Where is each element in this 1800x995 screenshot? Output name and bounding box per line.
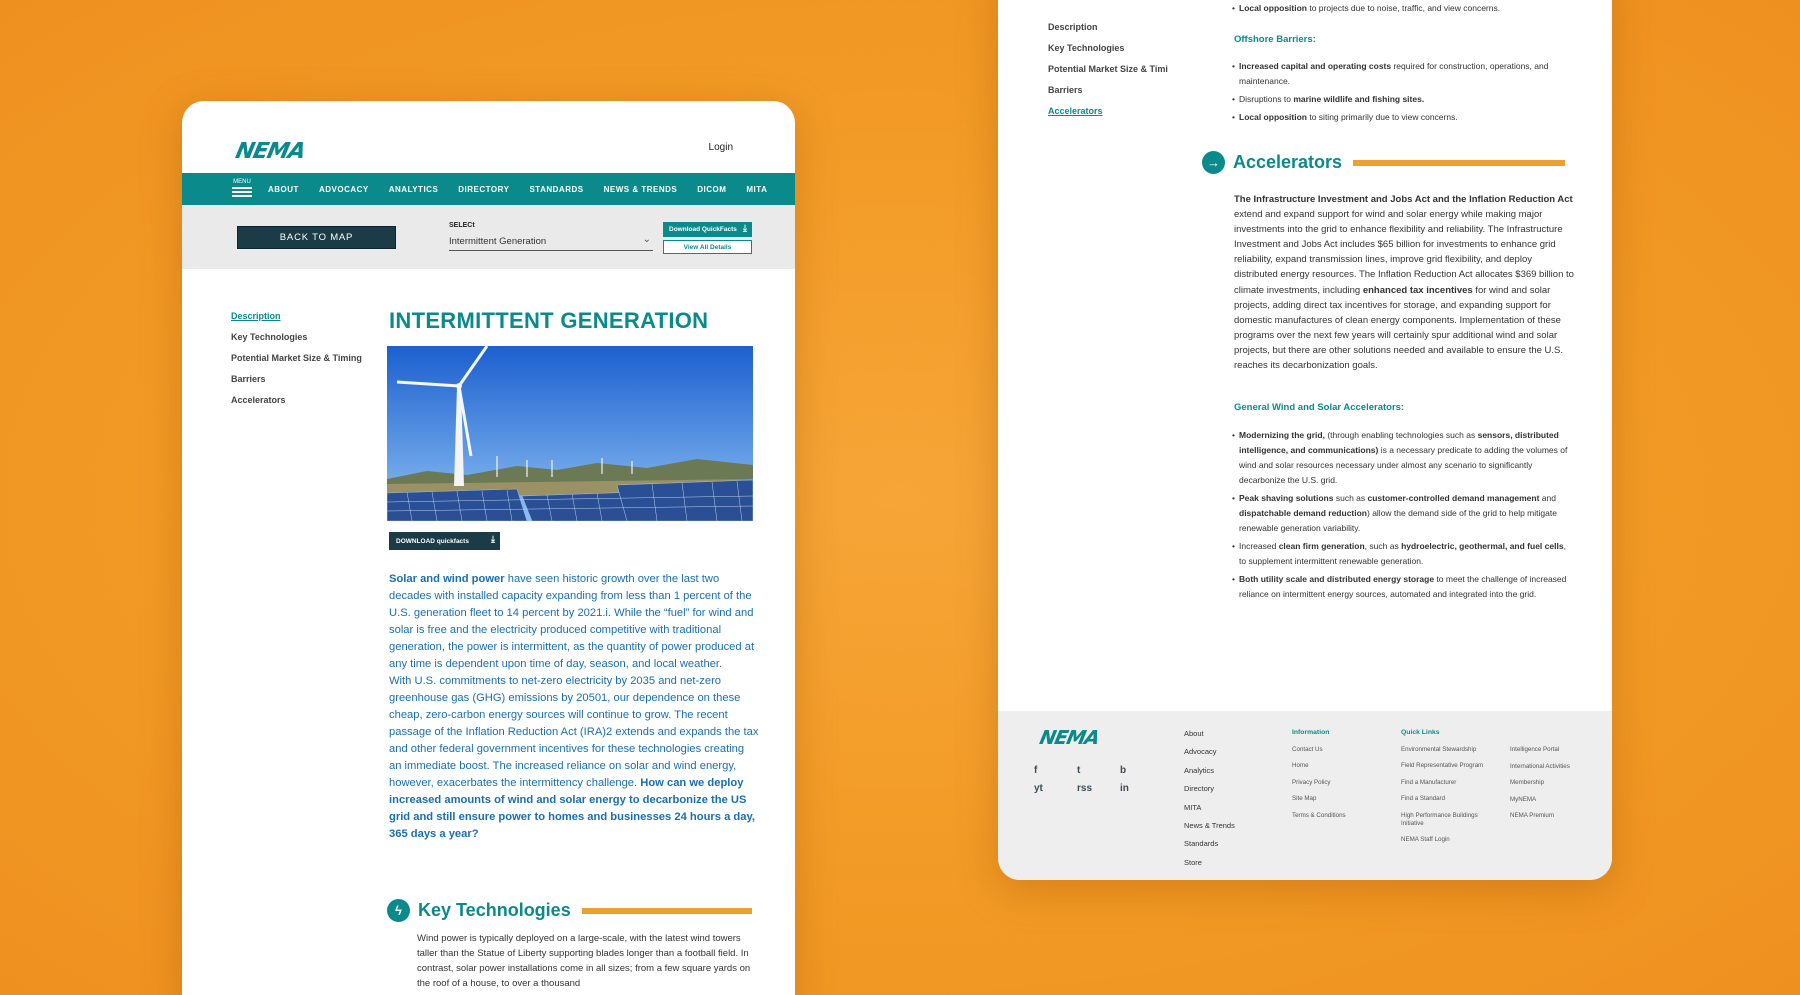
menu-icon[interactable] xyxy=(232,179,252,199)
sidebar-item-barriers[interactable]: Barriers xyxy=(231,374,266,384)
social-links xyxy=(1034,765,1163,794)
sidebar-item-key-technologies[interactable]: Key Technologies xyxy=(1048,43,1125,53)
footer-link[interactable]: Analytics xyxy=(1184,765,1215,775)
nav-directory[interactable]: DIRECTORY xyxy=(458,184,510,194)
footer-main-links xyxy=(1184,725,1235,872)
list-item: • Peak shaving solutions such as customer-controlled demand management and dispatchable demand reduction) allow the demand side of the grid to help mitigate renewable generation variability. xyxy=(1232,491,1572,536)
section-divider xyxy=(1353,160,1565,166)
key-question: How can we deploy increased amounts of wind and solar energy to decarbonize the US grid and still ensure power to homes and businesses 24 hours a day, 365 days a year? xyxy=(389,777,755,840)
footer-link[interactable]: Terms & Conditions xyxy=(1292,811,1346,819)
left-page-mockup xyxy=(182,101,795,995)
list-item: • Local opposition to siting primarily due to view concerns. xyxy=(1232,110,1572,125)
nav-advocacy[interactable]: ADVOCACY xyxy=(318,184,369,194)
nav-dicom[interactable]: DICOM xyxy=(697,184,727,194)
sidebar-item-accelerators[interactable]: Accelerators xyxy=(1048,106,1103,116)
list-item: • Increased capital and operating costs required for construction, operations, and maintenance. xyxy=(1232,59,1572,89)
key-technologies-title: Key Technologies xyxy=(418,900,571,920)
site-header xyxy=(182,101,795,173)
general-accelerators-title: General Wind and Solar Accelerators: xyxy=(1234,402,1405,413)
offshore-barriers-list xyxy=(1232,59,1572,128)
accelerators-title: Accelerators xyxy=(1233,152,1343,172)
paragraph-2: With U.S. commitments to net-zero electricity by 2035 and net-zero greenhouse gas (GHG) emissions by 20501, our dependence on these cheap, zero-carbon energy sources will continue to grow. The recent passage of the Inflation Reduction Act (IRA)2 extends and expands the tax and other federal government incentives for these technologies creating an immediate boost. The increased reliance on solar and wind energy, however, exacerbates the intermittency challenge. xyxy=(389,675,759,789)
footer-link[interactable]: Site Map xyxy=(1292,795,1317,803)
sidebar-item-barriers[interactable]: Barriers xyxy=(1048,85,1083,95)
right-page-mockup xyxy=(998,0,1612,880)
footer-link[interactable]: Find a Standard xyxy=(1401,795,1446,803)
hero-image xyxy=(387,346,753,521)
twitter-icon[interactable]: t xyxy=(1077,765,1081,776)
footer-link[interactable]: NEMA Premium xyxy=(1510,812,1555,820)
footer-quick-links xyxy=(1401,725,1501,849)
footer-link[interactable]: MyNEMA xyxy=(1510,795,1537,803)
footer-link[interactable]: Contact Us xyxy=(1292,745,1323,753)
footer-information xyxy=(1292,725,1346,825)
main-nav xyxy=(182,173,795,205)
chevron-down-icon: ⌄ xyxy=(642,234,651,245)
select-value: Intermittent Generation xyxy=(449,236,547,247)
topic-select[interactable] xyxy=(449,236,653,251)
sidebar-item-accelerators[interactable]: Accelerators xyxy=(231,395,286,405)
page-title: INTERMITTENT GENERATION xyxy=(389,308,709,333)
footer-heading: Information xyxy=(1292,729,1330,736)
description-text xyxy=(389,571,759,843)
section-divider xyxy=(582,908,752,914)
footer-link[interactable]: Standards xyxy=(1184,839,1219,849)
list-item: • Local opposition to projects due to noise, traffic, and view concerns. xyxy=(1232,1,1572,16)
download-quickfacts-button-2[interactable] xyxy=(389,532,500,550)
footer-link[interactable]: Environmental Stewardship xyxy=(1401,745,1477,753)
list-item: • Both utility scale and distributed energy storage to meet the challenge of increased reliance on intermittent energy sources, automated and integrated into the grid. xyxy=(1232,572,1572,602)
footer-link[interactable]: High Performance Buildings Initiative xyxy=(1401,811,1478,827)
rss-icon[interactable]: rss xyxy=(1077,783,1093,794)
section-sidebar xyxy=(231,311,362,416)
login-link[interactable]: Login xyxy=(708,142,733,153)
footer-link[interactable]: Find a Manufacturer xyxy=(1401,778,1457,786)
list-item: • Modernizing the grid, (through enabling technologies such as sensors, distributed intelligence, and communications) is a necessary predicate to adding the volumes of wind and solar resources necessary under almost any scenario to significantly decarbonize the U.S. grid. xyxy=(1232,428,1572,488)
accelerators-heading xyxy=(1202,151,1565,174)
tool-bar xyxy=(182,205,795,269)
back-to-map-button[interactable]: BACK TO MAP xyxy=(237,226,396,249)
nav-analytics[interactable]: ANALYTICS xyxy=(388,184,439,194)
download-quickfacts-label: Download QuickFacts xyxy=(669,226,737,233)
nav-mita[interactable]: MITA xyxy=(746,184,768,194)
footer-link[interactable]: Store xyxy=(1184,857,1202,867)
list-item: • Disruptions to marine wildlife and fishing sites. xyxy=(1232,92,1572,107)
general-accelerators-list xyxy=(1232,428,1572,605)
footer-quick-links-2 xyxy=(1510,742,1570,825)
footer-nema-logo[interactable]: NEMA xyxy=(1037,727,1101,749)
sidebar-item-market-size[interactable]: Potential Market Size & Timi xyxy=(1048,64,1168,74)
list-item: • Increased clean firm generation, such as hydroelectric, geothermal, and fuel cells, to supplement intermittent renewable generation. xyxy=(1232,539,1572,569)
download-quickfacts-button[interactable] xyxy=(663,222,752,237)
blog-icon[interactable]: b xyxy=(1120,765,1127,776)
download-icon: ⤓ xyxy=(743,223,747,233)
sidebar-item-description[interactable]: Description xyxy=(231,311,281,321)
footer-link[interactable]: Directory xyxy=(1184,784,1215,794)
footer-link[interactable]: Advocacy xyxy=(1184,747,1217,757)
facebook-icon[interactable]: f xyxy=(1034,765,1038,776)
nav-news-trends[interactable]: NEWS & TRENDS xyxy=(603,184,678,194)
nav-about[interactable]: ABOUT xyxy=(268,184,299,194)
footer-link[interactable]: Home xyxy=(1292,762,1309,770)
key-technologies-text: Wind power is typically deployed on a large-scale, with the latest wind towers taller than the Statue of Liberty supporting blades longer than a football field. In contrast, solar power installations come in all sizes; from a few square yards on the roof of a house, to over a thousand xyxy=(417,933,751,989)
paragraph-1: have seen historic growth over the last two decades with installed capacity expanding from less than 1 percent of the U.S. generation fleet to 14 percent by 2021.i. While the “fuel” for wind and solar is free and the electricity produced competitive with traditional generation, the power is intermittent, as the quantity of power produced at any time is dependent upon time of day, season, and local weather. xyxy=(389,573,755,670)
footer-link[interactable]: NEMA Staff Login xyxy=(1401,835,1450,843)
youtube-icon[interactable]: yt xyxy=(1034,783,1043,794)
nav-standards[interactable]: STANDARDS xyxy=(529,184,584,194)
download-icon: ⤓ xyxy=(491,534,495,544)
sidebar-item-description[interactable]: Description xyxy=(1048,22,1098,32)
footer-link[interactable]: About xyxy=(1184,729,1204,738)
view-all-details-button[interactable]: View All Details xyxy=(663,240,752,254)
lightning-icon: ϟ xyxy=(387,899,410,922)
nema-logo[interactable]: NEMA xyxy=(233,139,308,164)
menu-label: MENU xyxy=(233,179,251,185)
download-label: DOWNLOAD quickfacts xyxy=(396,537,469,545)
offshore-barriers-title: Offshore Barriers: xyxy=(1234,34,1316,45)
select-label: SELECt xyxy=(449,222,475,229)
footer-link[interactable]: MITA xyxy=(1184,802,1202,812)
sidebar-item-market-size[interactable]: Potential Market Size & Timing xyxy=(231,353,362,363)
site-footer xyxy=(998,711,1612,880)
lead-bold: Solar and wind power xyxy=(389,573,505,585)
key-technologies-heading xyxy=(387,899,752,922)
footer-link[interactable]: Intelligence Portal xyxy=(1510,746,1560,753)
footer-heading: Quick Links xyxy=(1401,729,1440,736)
section-sidebar-right xyxy=(1048,22,1168,127)
sidebar-item-key-technologies[interactable]: Key Technologies xyxy=(231,332,308,342)
footer-link[interactable]: Field Representative Program xyxy=(1401,762,1484,770)
footer-link[interactable]: Privacy Policy xyxy=(1292,778,1331,786)
footer-link[interactable]: International Activities xyxy=(1510,762,1570,770)
footer-link[interactable]: News & Trends xyxy=(1184,821,1235,831)
arrow-right-icon: → xyxy=(1202,151,1225,174)
onshore-barriers-list xyxy=(1232,1,1572,19)
footer-link[interactable]: Membership xyxy=(1510,779,1545,787)
accelerators-text: The Infrastructure Investment and Jobs Act and the Inflation Reduction Act extend and expand support for wind and solar energy while making major investments into the grid to enhance flexibility and reliability. The Infrastructure Investment and Jobs Act includes $65 billion for investments to enhance grid reliability, expand transmission lines, improve grid flexibility, and deploy distributed energy resources. The Inflation Reduction Act allocates $369 billion to climate investments, including enhanced tax incentives for wind and solar projects, adding direct tax incentives for storage, and expanding support for domestic manufactures of clean energy components. Implementation of these programs over the next few years will certainly spur additional wind and solar projects, but there are other solutions needed and available to ensure the U.S. reaches its decarbonization goals. xyxy=(1234,194,1574,372)
linkedin-icon[interactable]: in xyxy=(1120,783,1129,794)
